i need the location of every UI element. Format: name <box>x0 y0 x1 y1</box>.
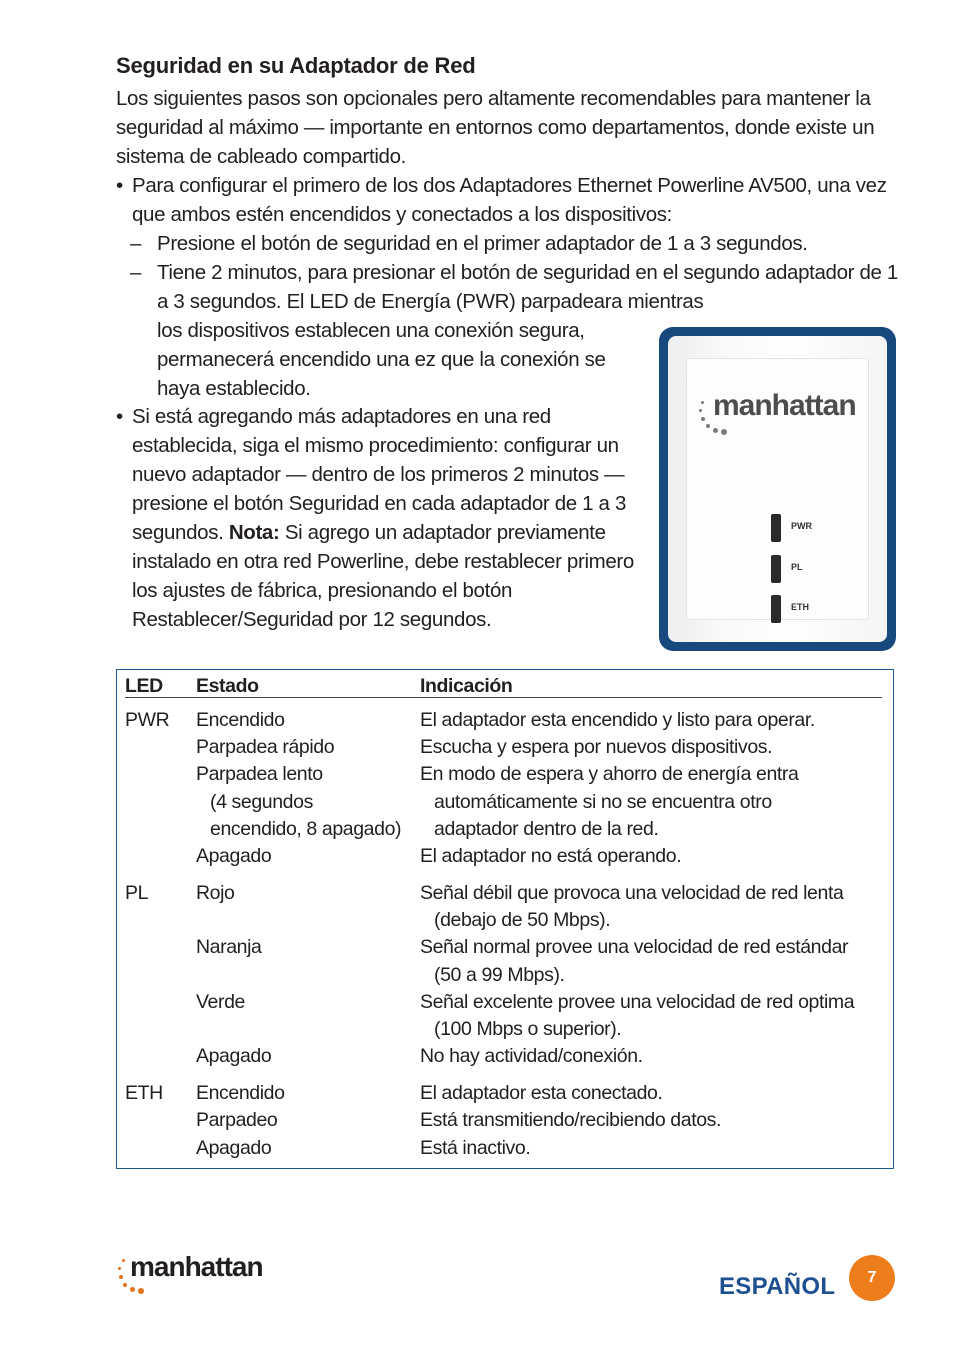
table-header-divider <box>125 697 882 698</box>
table-cell-estado: Apagado <box>196 1045 272 1067</box>
table-cell-indicacion: El adaptador esta encendido y listo para operar. <box>420 709 815 731</box>
table-cell-estado: encendido, 8 apagado) <box>210 818 402 840</box>
led-indicator-icon <box>771 555 781 583</box>
table-cell-estado: (4 segundos <box>210 791 313 813</box>
table-cell-estado: Naranja <box>196 936 262 958</box>
led-label: ETH <box>791 602 809 612</box>
table-cell-estado: Encendido <box>196 709 285 731</box>
table-cell-indicacion: (50 a 99 Mbps). <box>434 964 565 986</box>
bullet-text-part-a: Si está agregando más adaptadores en una red establecida, siga el mismo procedimiento: configurar un nuevo adaptador — dentro de los primeros 2 minutos — presione el botón Seguridad en cada adaptador de 1 a 3 segundos. <box>132 405 627 544</box>
bullet-item-configure <box>116 171 906 229</box>
footer-brand-text: manhattan <box>130 1251 263 1282</box>
table-cell-indicacion: Está transmitiendo/recibiendo datos. <box>420 1109 722 1131</box>
bullet-text <box>132 402 646 634</box>
device-brand-text: manhattan <box>713 389 856 422</box>
table-cell-indicacion: (debajo de 50 Mbps). <box>434 909 611 931</box>
bullet-marker: • <box>116 174 123 197</box>
table-cell-estado: Apagado <box>196 1137 272 1159</box>
table-cell-indicacion: En modo de espera y ahorro de energía entra <box>420 763 799 785</box>
bullet-text-part-b: Si agrego un adaptador previamente instalado en otra red Powerline, debe restablecer primero los ajustes de fábrica, presionando el botón Restablecer/Seguridad por 12 segundos. <box>132 521 634 631</box>
table-cell-indicacion: (100 Mbps o superior). <box>434 1018 622 1040</box>
intro-paragraph: Los siguientes pasos son opcionales pero altamente recomendables para mantener la seguridad al máximo — importante en entornos como departamentos, donde existe un sistema de cableado compartido. <box>116 87 875 168</box>
table-cell-estado: Rojo <box>196 882 235 904</box>
table-cell-led: ETH <box>125 1082 163 1104</box>
table-cell-indicacion: El adaptador no está operando. <box>420 845 682 867</box>
table-cell-indicacion: Señal excelente provee una velocidad de red optima <box>420 991 855 1013</box>
table-cell-indicacion: Señal normal provee una velocidad de red estándar <box>420 936 849 958</box>
dash-marker: – <box>130 261 142 284</box>
table-cell-led: PL <box>125 882 149 904</box>
table-cell-estado: Verde <box>196 991 245 1013</box>
sub-item-text-part-b: los dispositivos establecen una conexión segura, permanecerá encendido una ez que la conexión se haya establecido. <box>157 319 606 400</box>
adapter-device-image <box>659 327 896 651</box>
led-label: PL <box>791 562 803 572</box>
table-cell-indicacion: Escucha y espera por nuevos dispositivos. <box>420 736 773 758</box>
table-cell-indicacion: Señal débil que provoca una velocidad de red lenta <box>420 882 844 904</box>
bullet-item-add-adapters <box>116 402 646 634</box>
table-cell-estado: Parpadea lento <box>196 763 323 785</box>
sub-item-text-part-a: Tiene 2 minutos, para presionar el botón de seguridad en el segundo adaptador de 1 a 3 segundos. El LED de Energía (PWR) parpadeara mientras <box>157 261 898 313</box>
led-indicator-icon <box>771 514 781 542</box>
table-cell-indicacion: adaptador dentro de la red. <box>434 818 659 840</box>
section-title: Seguridad en su Adaptador de Red <box>116 53 476 78</box>
table-cell-estado: Parpadeo <box>196 1109 278 1131</box>
table-header-led: LED <box>125 675 163 697</box>
sub-item-press-first <box>130 229 910 258</box>
bullet-text: Para configurar el primero de los dos Adaptadores Ethernet Powerline AV500, una vez que ambos estén encendidos y conectados a los dispositivos: <box>132 174 887 226</box>
led-indicator-icon <box>771 595 781 623</box>
table-header-indicacion: Indicación <box>420 675 513 697</box>
table-cell-estado: Parpadea rápido <box>196 736 335 758</box>
led-label: PWR <box>791 521 812 531</box>
note-label: Nota: <box>228 521 280 544</box>
table-cell-indicacion: Está inactivo. <box>420 1137 531 1159</box>
table-cell-led: PWR <box>125 709 170 731</box>
language-label: ESPAÑOL <box>719 1273 836 1300</box>
page-number-badge: 7 <box>849 1255 895 1301</box>
table-cell-estado: Apagado <box>196 845 272 867</box>
table-cell-indicacion: No hay actividad/conexión. <box>420 1045 643 1067</box>
table-cell-estado: Encendido <box>196 1082 285 1104</box>
dash-marker: – <box>130 232 142 255</box>
bullet-marker: • <box>116 405 123 428</box>
table-cell-indicacion: El adaptador esta conectado. <box>420 1082 663 1104</box>
table-cell-indicacion: automáticamente si no se encuentra otro <box>434 791 772 813</box>
table-header-estado: Estado <box>196 675 259 697</box>
sub-item-text: Presione el botón de seguridad en el primer adaptador de 1 a 3 segundos. <box>157 232 808 255</box>
